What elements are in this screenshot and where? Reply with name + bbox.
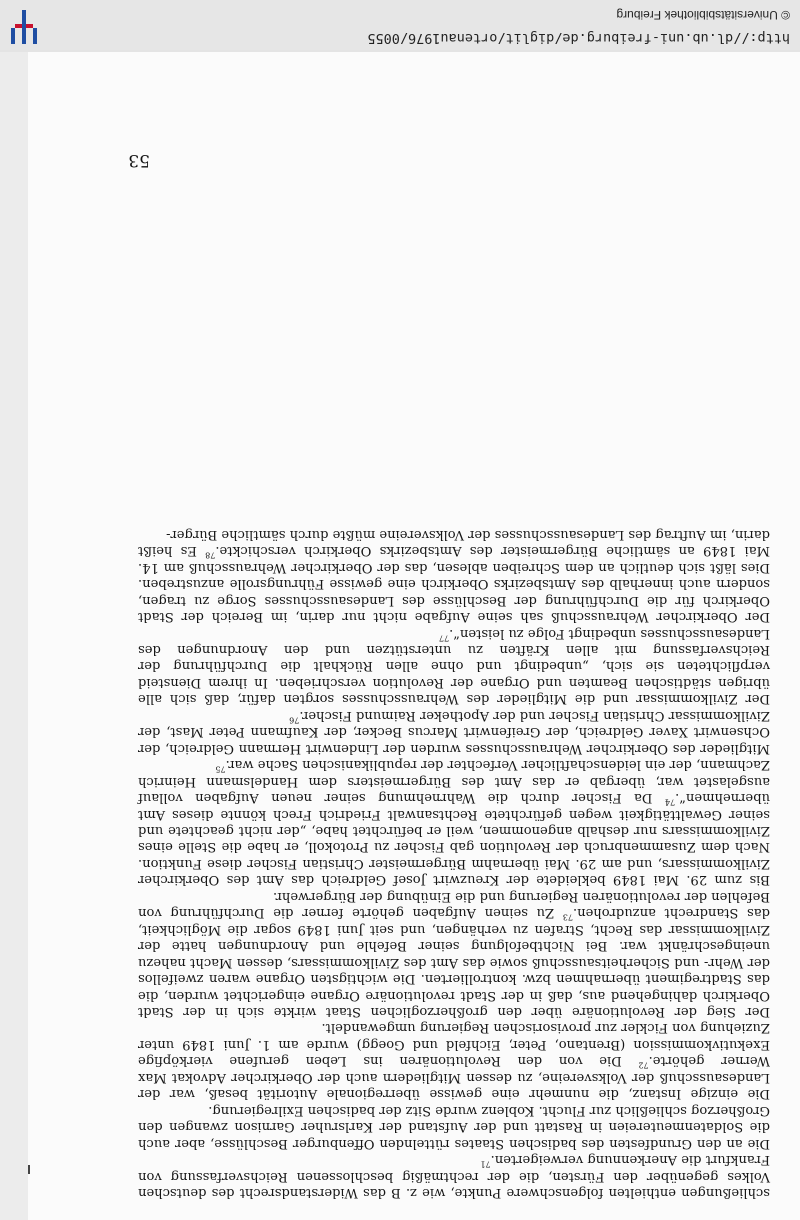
page-url[interactable]: http://dl.ub.uni-freiburg.de/diglit/ortenau1976/0055	[367, 30, 790, 46]
page-number: 53	[128, 150, 150, 170]
footnote-ref: 73	[562, 912, 573, 922]
paragraph: Mitglieder des Oberkircher Wehrausschusses wurden der Lindenwirt Hermann Geldreich, der Ochsenwirt Xaver Geldreich, der Greifenwirt Marcus Becker, der Kaufmann Peter Mast, der Zivilkommissar Christian Fischer und der Apotheker Raimund Fischer.$^{76}$	[138, 707, 770, 756]
page-edge	[0, 52, 28, 1220]
footnote-ref: 76	[289, 715, 300, 725]
body-text	[138, 525, 770, 1200]
library-logo-icon	[8, 0, 40, 44]
paragraph: Der Oberkircher Wehrausschuß sah seine Aufgabe nicht nur darin, im Bereich der Stadt Oberkirch für die Durchführung der Beschlüsse des Landesausschusses Sorge zu tragen, sondern auch innerhalb des Amtsbezirks Oberkirch eine gewisse Führungsrolle anzustreben. Dies läßt sich deutlich an dem Schreiben ablesen, das der Oberkircher Wehrausschuß am 14. Mai 1849 an sämtliche Bürgermeister des Amtsbezirks Oberkirch verschickte.$^{78}$ Es heißt darin, im Auftrag des Landesausschusses der Volksvereine müßte durch sämtliche Bürger-	[138, 526, 770, 625]
footnote-ref: 74	[664, 797, 676, 807]
paragraph: Der Sieg der Revolutionäre über den großherzoglichen Staat wirkte sich in der Stadt Oberkirch dahingehend aus, daß in der Stadt revolutionäre Organe eingerichtet wurden, die das Stadtregiment übernahmen bzw. kontrollierten. Die wichtigsten Organe waren zweifellos der Wehr- und Sicherheitsausschuß sowie das Amt des Zivilkommissars, dessen Macht nahezu uneingeschränkt war. Bei Nichtbefolgung seiner Befehle und Anordnungen hatte der Zivilkommissar das Recht, Strafen zu verhängen, und seit Juni 1849 sogar die Möglichkeit, das Standrecht anzudrohen.$^{73}$ Zu seinen Aufgaben gehörte ferner die Durchführung von Befehlen der revolutionären Regierung und die Einübung der Bürgerwehr.	[138, 888, 770, 1020]
copyright-notice: © Universitätsbibliothek Freiburg	[616, 8, 790, 22]
paragraph: Die an den Grundfesten des badischen Staates rüttelnden Offenburger Beschlüsse, aber auch die Soldatenmeutereien in Rastatt und der Aufstand der Karlsruher Garnison zwangen den Großherzog schließlich zur Flucht. Koblenz wurde Sitz der badischen Exilregierung.	[138, 1102, 770, 1151]
paragraph: schließungen enthielten folgenschwere Punkte, wie z. B das Widerstandsrecht des deutschen Volkes gegenüber den Fürsten, die der rechtmäßig beschlossenen Reichsverfassung von Frankfurt die Anerkennung verweigerten.$^{71}$	[138, 1152, 770, 1200]
footnote-ref: 78	[205, 550, 216, 560]
paragraph: Der Zivilkommissar und die Mitglieder des Wehrausschusses sorgten dafür, daß sich alle übrigen städtischen Beamten und Organe der Revolution verschrieben. In ihrem Diensteid verpflichteten sie sich, „unbedingt und ohne allen Rückhalt die Durchführung der Reichsverfassung mit allen Kräften zu unterstützen und den Anordnungen des Landesausschusses unbedingt Folge zu leisten“.$^{77}$	[138, 625, 770, 707]
footnote-ref: 77	[438, 632, 450, 642]
footnote-ref: 71	[480, 1159, 491, 1169]
footnote-ref: 72	[638, 1060, 649, 1070]
paragraph: Bis zum 29. Mai 1849 bekleidete der Kreuzwirt Josef Geldreich das Amt des Oberkircher Zivilkommissars, und am 29. Mai übernahm Bürgermeister Christian Fischer diese Funktion. Nach dem Zusammenbruch der Revolution gab Fischer zu Protokoll, er habe die Stelle eines Zivilkommissars nur deshalb angenommen, weil er befürchtet habe, „der nicht geachtete und seiner Gewalttätigkeit wegen gefürchtete Rechtsanwalt Friedrich Frech könnte dieses Amt übernehmen“.$^{74}$ Da Fischer durch die Wahrnehmung seiner neuen Aufgaben vollauf ausgelastet war, übergab er das Amt des Bürgermeisters dem Handelsmann Heinrich Zachmann, der ein leidenschaftlicher Verfechter der republikanischen Sache war.$^{75}$	[138, 757, 770, 888]
scan-mark	[28, 1165, 30, 1174]
paragraph: Die einzige Instanz, die nunmehr eine gewisse überregionale Autorität besaß, war der Landesausschuß der Volksvereine, zu dessen Mitgliedern auch der Oberkircher Advokat Max Werner gehörte.$^{72}$ Die von den Revolutionären ins Leben gerufene vierköpfige Exekutivkommission (Brentano, Peter, Eichfeld und Goegg) wurde am 1. Juni 1849 unter Zuziehung von Fickler zur provisorischen Regierung umgewandelt.	[138, 1020, 770, 1102]
footnote-ref: 75	[215, 764, 226, 774]
